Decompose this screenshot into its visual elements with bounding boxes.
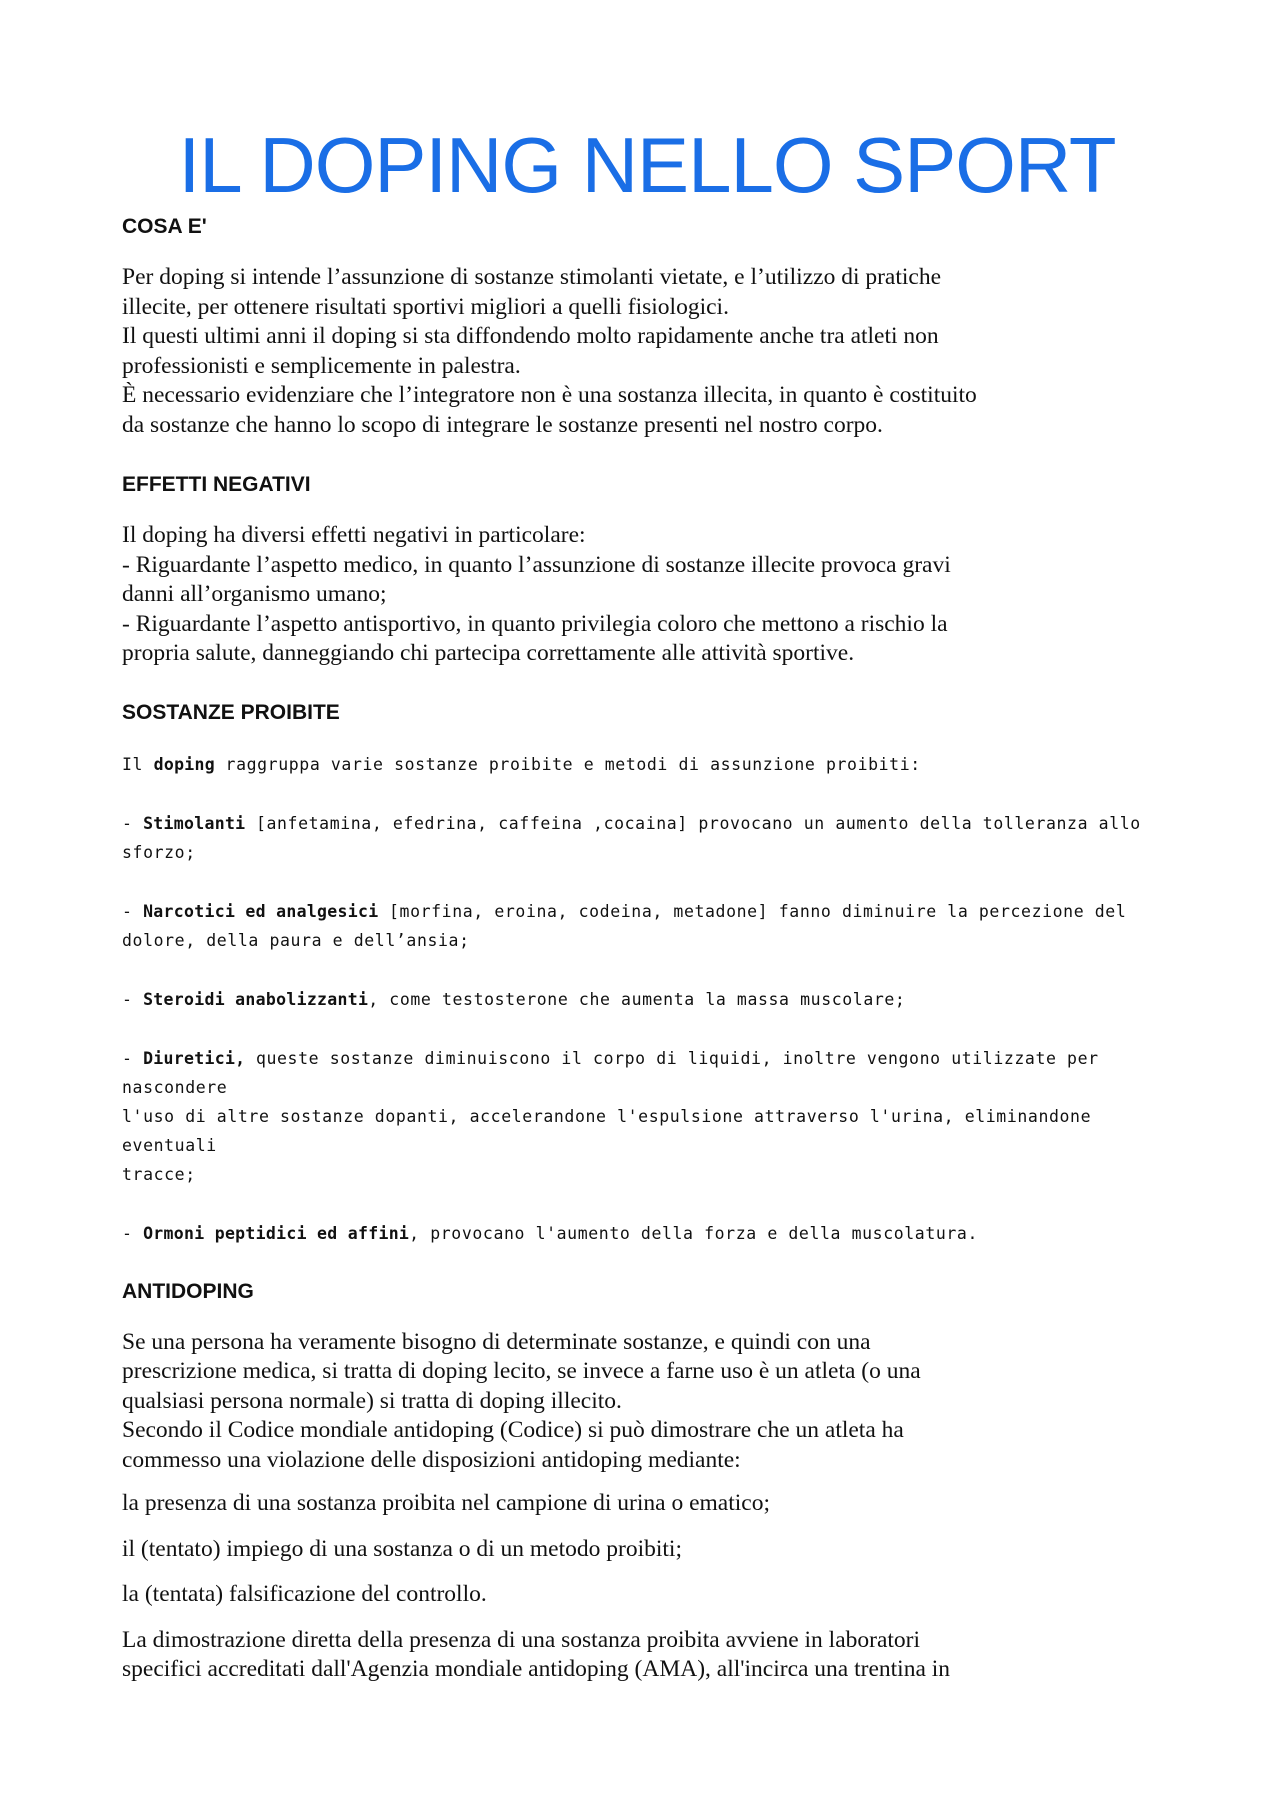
paragraph-line: professionisti e semplicemente in palestra.: [122, 352, 521, 379]
section-body-cosa: [122, 263, 1172, 440]
paragraph-line: Secondo il Codice mondiale antidoping (Codice) si può dimostrare che un atleta ha: [122, 1417, 904, 1443]
section-heading-antidoping: ANTIDOPING: [122, 1279, 254, 1303]
item-bold-term: Diuretici,: [143, 1048, 246, 1068]
item-bold-term: Ormoni peptidici ed affini: [143, 1223, 410, 1243]
paragraph-line: specifici accreditati dall'Agenzia mondiale antidoping (AMA), all'incirca una trentina in: [122, 1656, 951, 1682]
sostanze-item-diuretici: [122, 1044, 1172, 1189]
item-bold-term: Steroidi anabolizzanti: [143, 989, 369, 1009]
item-bold-term: Stimolanti: [143, 813, 246, 833]
intro-post: raggruppa varie sostanze proibite e metodi di assunzione proibiti:: [215, 754, 921, 774]
paragraph-line: Per doping si intende l’assunzione di sostanze stimolanti vietate, e l’utilizzo di pratiche: [122, 264, 942, 290]
paragraph-line: danni all’organismo umano;: [122, 581, 387, 607]
intro-bold-term: doping: [153, 754, 216, 774]
paragraph-line: Il questi ultimi anni il doping si sta diffondendo molto rapidamente anche tra atleti non: [122, 323, 939, 349]
item-bold-term: Narcotici ed analgesici: [143, 901, 379, 921]
antidoping-point: la presenza di una sostanza proibita nel campione di urina o ematico;: [122, 1490, 770, 1516]
paragraph-line: - Riguardante l’aspetto antisportivo, in quanto privilegia coloro che mettono a rischio la: [122, 610, 948, 637]
list-item-line: sforzo;: [122, 842, 196, 862]
section-heading-sostanze: SOSTANZE PROIBITE: [122, 700, 340, 724]
list-item-line: [122, 985, 1172, 1014]
list-item-line: l'uso di altre sostanze dopanti, accelerandone l'espulsione attraverso l'urina, eliminandone eventuali: [122, 1106, 1092, 1155]
paragraph-line: La dimostrazione diretta della presenza di una sostanza proibita avviene in laboratori: [122, 1626, 921, 1653]
paragraph-line: commesso una violazione delle disposizioni antidoping mediante:: [122, 1446, 741, 1473]
section-body-effetti: [122, 521, 1172, 669]
list-item-line: dolore, della paura e dell’ansia;: [122, 930, 470, 950]
section-body-antidoping: [122, 1328, 1172, 1476]
list-item-line: [122, 897, 1172, 926]
paragraph-line: prescrizione medica, si tratta di doping lecito, se invece a farne uso è un atleta (o una: [122, 1358, 921, 1384]
sostanze-intro: [122, 750, 1172, 779]
paragraph-line: Il doping ha diversi effetti negativi in particolare:: [122, 522, 586, 548]
item-dash: -: [122, 1048, 144, 1068]
item-text: [anfetamina, efedrina, caffeina ,cocaina] provocano un aumento della tolleranza allo: [245, 813, 1141, 833]
list-item-line: [122, 1219, 1172, 1248]
paragraph-line: illecite, per ottenere risultati sportivi migliori a quelli fisiologici.: [122, 293, 729, 320]
paragraph-line: da sostanze che hanno lo scopo di integrare le sostanze presenti nel nostro corpo.: [122, 411, 883, 438]
item-dash: -: [122, 901, 144, 921]
section-heading-effetti: EFFETTI NEGATIVI: [122, 473, 311, 496]
sostanze-item-narcotici: [122, 897, 1172, 955]
antidoping-point: il (tentato) impiego di una sostanza o di un metodo proibiti;: [122, 1535, 682, 1562]
paragraph-line: - Riguardante l’aspetto medico, in quanto l’assunzione di sostanze illecite provoca gravi: [122, 551, 951, 578]
document-title: IL DOPING NELLO SPORT: [178, 121, 1116, 209]
sostanze-item-stimolanti: [122, 809, 1172, 867]
intro-pre: Il: [122, 754, 154, 774]
list-item-line: tracce;: [122, 1164, 196, 1184]
paragraph-line: È necessario evidenziare che l’integratore non è una sostanza illecita, in quanto è costituito: [122, 382, 977, 408]
list-item-line: [122, 809, 1172, 838]
antidoping-closing: [122, 1626, 1172, 1685]
item-dash: -: [122, 989, 144, 1009]
item-dash: -: [122, 1223, 144, 1243]
section-heading-cosa: COSA E': [122, 215, 207, 238]
document-content: [122, 120, 1172, 1685]
item-text: [morfina, eroina, codeina, metadone] fanno diminuire la percezione del: [378, 901, 1127, 921]
item-text: queste sostanze diminuiscono il corpo di liquidi, inoltre vengono utilizzate per nascondere: [122, 1048, 1099, 1097]
list-item-line: [122, 1044, 1172, 1102]
item-text: , come testosterone che aumenta la massa muscolare;: [368, 989, 906, 1009]
item-text: , provocano l'aumento della forza e della muscolatura.: [409, 1223, 978, 1243]
item-dash: -: [122, 813, 144, 833]
sostanze-item-ormoni: [122, 1219, 1172, 1248]
paragraph-line: qualsiasi persona normale) si tratta di doping illecito.: [122, 1387, 622, 1414]
paragraph-line: Se una persona ha veramente bisogno di determinate sostanze, e quindi con una: [122, 1328, 871, 1355]
antidoping-point: la (tentata) falsificazione del controllo.: [122, 1581, 487, 1607]
paragraph-line: propria salute, danneggiando chi partecipa correttamente alle attività sportive.: [122, 640, 855, 666]
sostanze-item-steroidi: [122, 985, 1172, 1014]
